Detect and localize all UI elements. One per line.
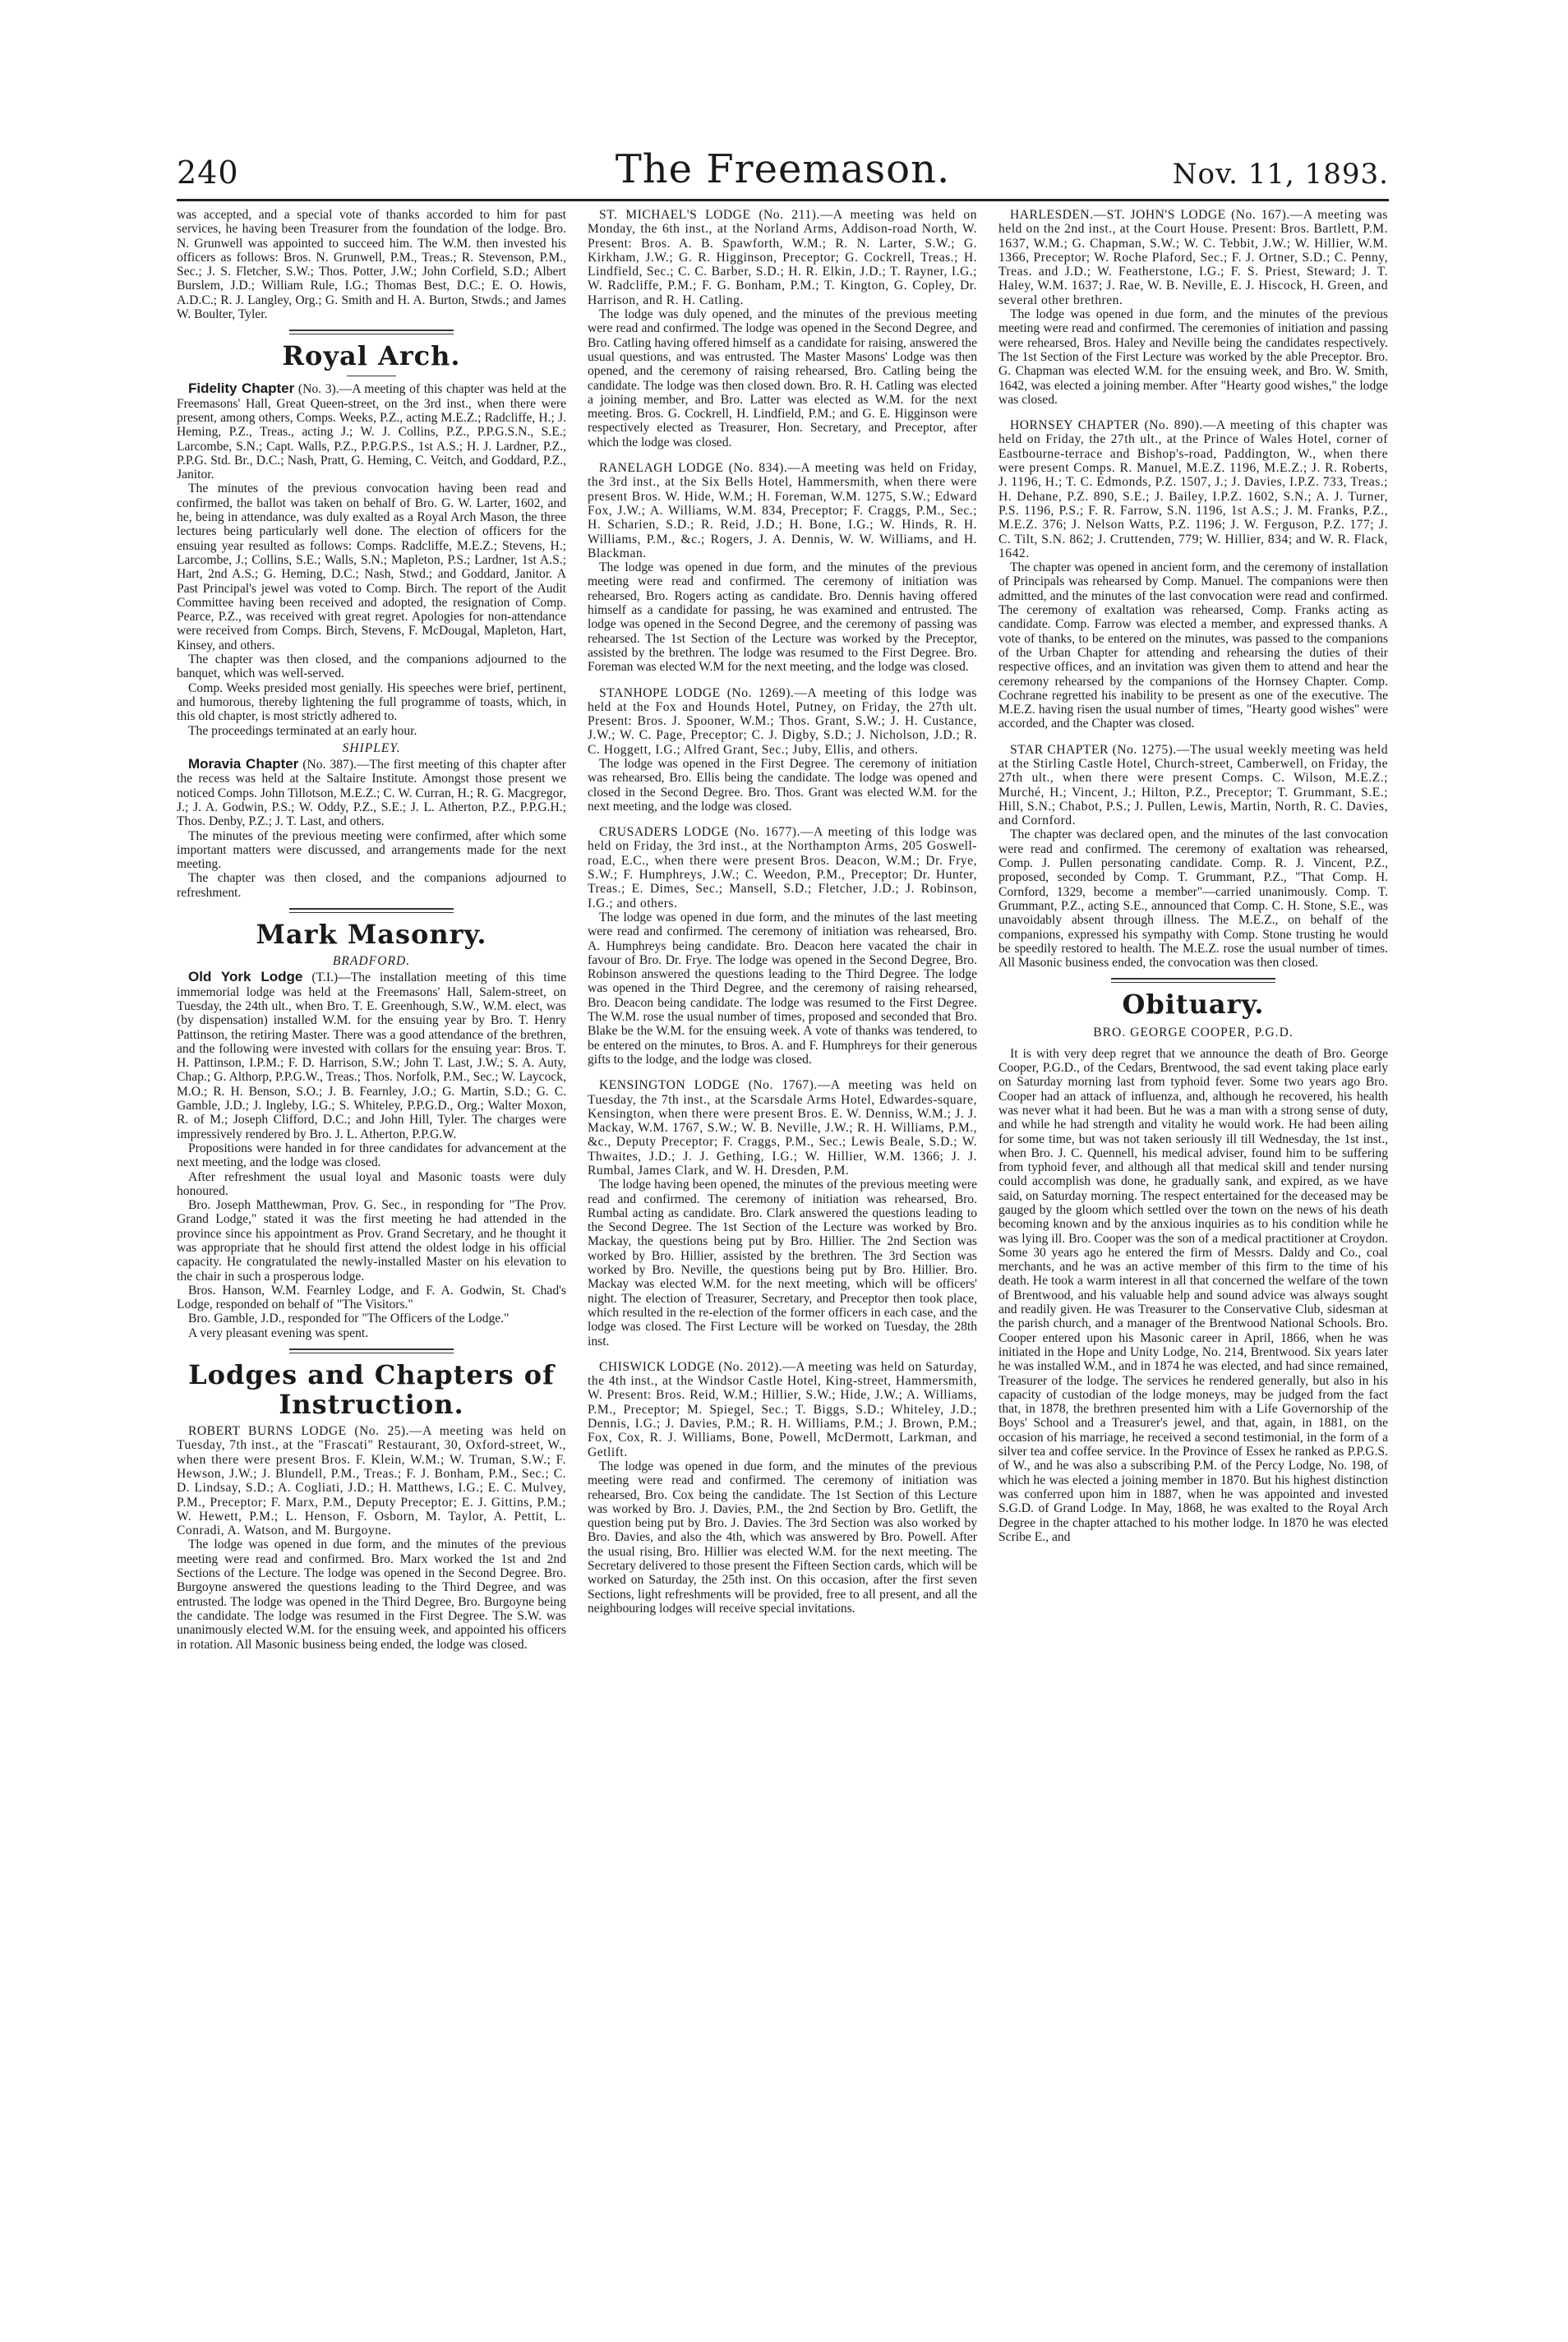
article-paragraph: The proceedings terminated at an early hour. bbox=[188, 723, 417, 738]
spacer bbox=[588, 1067, 977, 1078]
heading-rule bbox=[289, 908, 454, 913]
article-paragraph: The lodge was opened in due form, and the minutes of the last meeting were read and confirmed. The ceremony of initiation was rehearsed, Bro. A. Humphreys being candidate. Bro. Deacon here vacated the chair in favour of Bro. Dr. Frye. The lodge was opened in the Second Degree, Bro. Robinson answered the questions leading to the Third Degree. The lodge was opened in the Third Degree, and the ceremony of raising rehearsed, Bro. Deacon being candidate. The lodge was resumed to the First Degree. The W.M. rose the usual number of times, proposed and seconded that Bro. Blake be the W.M. for the ensuing week. A vote of thanks was tendered, to be entered on the minutes, to Bros. A. and F. Humphreys for their generous gifts to the lodge, and the lodge was closed. bbox=[588, 910, 977, 1067]
article-paragraph: CHISWICK LODGE (No. 2012).—A meeting was held on Saturday, the 4th inst., at the Windsor Castle Hotel, King-street, Hammersmith, W. Present: Bros. Reid, W.M.; Hillier, S.W.; Hide, J.W.; A. Williams, P.M., Preceptor; M. Spiegel, Sec.; T. Biggs, S.D.; Whiteley, J.D.; Dennis, I.G.; J. Davies, P.M.; R. H. Williams, P.M.; J. Brown, P.M.; Fox, Cox, R. J. Williams, Bone, Powell, McDermott, Larkman, and Getlift. bbox=[588, 1359, 977, 1459]
column-1 bbox=[177, 208, 566, 1652]
spacer bbox=[998, 731, 1388, 743]
article-paragraph: ROBERT BURNS LODGE (No. 25).—A meeting was held on Tuesday, 7th inst., at the "Frascati" Restaurant, 30, Oxford-street, W., when there were present Bros. F. Klein, W.M.; W. Truman, S.W.; F. Hewson, J.W.; J. Blundell, P.M., Treas.; F. J. Bonham, P.M., Sec.; C. D. Lindsay, S.D.; A. Cogliati, J.D.; H. Matthews, I.G.; E. C. Mulvey, P.M., Preceptor; F. Marx, P.M., Deputy Preceptor; E. J. Gittins, P.M.; W. Hewett, P.M.; L. Henson, F. Osborn, M. Taylor, A. Pettit, L. Conradi, A. Watson, and M. Burgoyne. bbox=[177, 1424, 566, 1538]
section-title: Royal Arch. bbox=[282, 340, 461, 372]
heading-rule bbox=[289, 330, 454, 334]
article-paragraph: The lodge was opened in due form, and the minutes of the previous meeting were read and confirmed. The ceremonies of initiation and passing were rehearsed, Bros. Haley and Neville being the candidates respectively. The 1st Section of the First Lecture was worked by the able Preceptor. Bro. G. Chapman was elected W.M. for the ensuing week, and Bro. W. Smith, 1642, was elected a joining member. After "Hearty good wishes," the lodge was closed. bbox=[998, 307, 1388, 407]
spacer bbox=[588, 814, 977, 825]
article-paragraph bbox=[177, 970, 566, 1141]
obituary-subject: BRO. GEORGE COOPER, P.G.D. bbox=[1093, 1026, 1294, 1040]
spacer bbox=[588, 449, 977, 461]
article-lead: Moravia Chapter bbox=[188, 756, 299, 772]
article-paragraph: The lodge was opened in the First Degree. The ceremony of initiation was rehearsed, Bro. Ellis being the candidate. The lodge was opened and closed in the Second Degree. Bro. Thos. Grant was elected W.M. for the next meeting, and the lodge was closed. bbox=[588, 756, 977, 814]
article-paragraph: The lodge was opened in due form, and the minutes of the previous meeting were read and confirmed. The ceremony of initiation was rehearsed, Bro. Rogers acting as candidate. Bro. Dennis having offered himself as a candidate for passing, he was examined and entrusted. The lodge was opened in the Second Degree, and the ceremony of passing was rehearsed. The 1st Section of the Lecture was worked by the Preceptor, assisted by the brethren. The lodge was resumed to the First Degree. Bro. Foreman was elected W.M for the next meeting, and the lodge was closed. bbox=[588, 560, 977, 675]
article-paragraph: STANHOPE LODGE (No. 1269).—A meeting of this lodge was held at the Fox and Hounds Hotel, Putney, on Friday, the 27th ult. Present: Bros. J. Spooner, W.M.; Thos. Grant, S.W.; J. H. Custance, J.W.; W. C. Page, Preceptor; C. J. Digby, S.D.; J. Nicholson, J.D.; R. C. Hoggett, I.G.; Alfred Grant, Sec.; Juby, Ellis, and others. bbox=[588, 685, 977, 757]
article-paragraph: HARLESDEN.—ST. JOHN'S LODGE (No. 167).—A meeting was held on the 2nd inst., at the Court House. Present: Bros. Bartlett, P.M. 1637, W.M.; G. Chapman, S.W.; W. C. Tebbit, J.W.; W. Hillier, W.M. 1366, Preceptor; W. Roche Plaford, Sec.; F. J. Ortner, S.D.; C. Penny, Treas. and J.D.; W. Featherstone, I.G.; F. S. Priest, Steward; J. T. Haley, W.M. 1637; J. Rae, W. B. Neville, E. J. Hiscock, H. Green, and several other brethren. bbox=[998, 208, 1388, 307]
article-paragraph: The lodge was duly opened, and the minutes of the previous meeting were read and confirmed. The lodge was opened in the Second Degree, and Bro. Catling having offered himself as a candidate for raising, answered the usual questions, and was entrusted. The Master Masons' Lodge was then opened, and the ceremony of raising rehearsed, Bro. Catling being the candidate. The lodge was then closed down. Bro. R. H. Catling was elected a joining member, and Bro. Latter was elected as W.M. for the next meeting. Bros. G. Cockrell, H. Lindfield, P.M.; and G. E. Higginson were respectively elected as Treasurer, Hon. Secretary, and Preceptor, after which the lodge was closed. bbox=[588, 307, 977, 449]
location-heading: SHIPLEY. bbox=[342, 740, 401, 755]
article-paragraph: It is with very deep regret that we announce the death of Bro. George Cooper, P.G.D., of the Cedars, Brentwood, the sad event taking place early on Saturday morning last from typhoid fever. Some two years ago Bro. Cooper had an attack of influenza, and, although he recovered, his health was never what it had been. But he was a man with a strong sense of duty, and while he had strength and vitality he would work. He had been ailing for some time, but was not taken seriously ill till Wednesday, the 1st inst., when Bro. J. C. Quennell, his medical adviser, found him to be suffering from typhoid fever, and although all that medical skill and tender nursing could accomplish was done, he gradually sank, and expired, as we have said, on Saturday morning. The respect entertained for the deceased may be gauged by the gloom which settled over the town on the news of his death becoming known and by the anxious inquiries as to his condition while he was lying ill. Bro. Cooper was the son of a medical practitioner at Croydon. Some 30 years ago he entered the firm of Messrs. Daldy and Co., coal merchants, and he was an active member of this firm to the time of his death. He took a warm interest in all that concerned the welfare of the town of Brentwood, and his valuable help and sound advice was always sought and readily given. He was Treasurer to the Conservative Club, sidesman at the parish church, and a manager of the Brentwood National Schools. Bro. Cooper entered upon his Masonic career in April, 1866, when he was initiated in the Hope and Unity Lodge, No. 214, Brentwood. Six years later he was installed W.M., and in 1874 he was elected, and had since remained, Treasurer of the lodge. The services he rendered generally, but also in his capacity of custodian of the lodge moneys, may be judged from the fact that, in 1878, the brethren presented him with a Life Governorship of the Boys' School and a Treasurer's jewel, and that, again, in 1881, on the occasion of his marriage, he received a second testimonial, in the form of a silver tea and coffee service. In the Province of Essex he ranked as P.P.G.S. of W., and he was also a subscribing P.M. of the Percy Lodge, No. 198, of which he was elected a joining member in 1870. But his highest distinction was conferred upon him in 1887, when he was appointed and invested S.G.D. of Grand Lodge. In May, 1868, he was exalted to the Royal Arch Degree in the chapter attached to his mother lodge. In 1870 he was elected Scribe E., and bbox=[998, 1046, 1388, 1544]
section-title: Lodges and Chapters of bbox=[188, 1359, 555, 1391]
article-paragraph: ST. MICHAEL'S LODGE (No. 211).—A meeting was held on Monday, the 6th inst., at the Norland Arms, Addison-road North, W. Present: Bros. A. B. Spawforth, W.M.; R. N. Larter, S.W.; G. Kirkham, J.W.; G. R. Higginson, Preceptor; G. Cockrell, Treas.; H. Lindfield, Sec.; C. C. Barber, S.D.; H. R. Elkin, J.D.; T. Rayner, I.G.; W. Radcliffe, P.M.; F. G. Bonham, P.M.; T. Kington, G. Copley, Dr. Harrison, and R. H. Catling. bbox=[588, 208, 977, 307]
article-paragraph: HORNSEY CHAPTER (No. 890).—A meeting of this chapter was held on Friday, the 27th ult., at the Prince of Wales Hotel, corner of Eastbourne-terrace and Bishop's-road, Paddington, W., when there were present Comps. R. Manuel, M.E.Z. 1196, M.E.Z.; J. R. Roberts, J. 1196, H.; T. C. Edmonds, P.Z. 1507, J.; J. Davies, I.P.Z. 733, Treas.; H. Dehane, P.Z. 890, S.E.; J. Bailey, I.P.Z. 1602, S.N.; A. J. Turner, P.S. 1196, P.S.; F. R. Farrow, S.N. 1196, 1st A.S.; J. M. Franks, P.Z., M.E.Z. 376; J. Nelson Watts, P.Z. 1196; J. W. Ferguson, P.Z. 177; J. C. Tilt, S.N. 862; J. Cruttenden, 779; W. Hillier, 834; and W. R. Flack, 1642. bbox=[998, 418, 1388, 560]
heading-rule bbox=[1111, 978, 1275, 983]
columns bbox=[177, 208, 1389, 1652]
issue-date: Nov. 11, 1893. bbox=[1172, 158, 1389, 191]
column-3 bbox=[998, 208, 1388, 1652]
article-text: (T.I.)—The installation meeting of this time immemorial lodge was held at the Freemasons' Hall, Salem-street, on Tuesday, the 24th ult., when Bro. T. E. Greenhough, S.W., W.M. elect, was (by dispensation) installed W.M. for the ensuing year by Bro. T. Henry Pattinson, the retiring Master. There was a good attendance of the brethren, and the following were invested with collars for the ensuing year: Bros. T. H. Pattinson, I.P.M.; F. D. Harrison, S.W.; John T. Last, J.W.; S. A. Auty, Chap.; G. Althorp, P.P.G.W., Treas.; Thos. Norfolk, P.M., Sec.; W. Laycock, M.O.; R. H. Benson, S.O.; J. B. Fearnley, J.O.; G. Martin, S.D.; G. C. Gamble, J.D.; J. Ingleby, I.G.; S. Whiteley, P.P.G.D., Org.; Walter Moxon, R. of M.; Joseph Clifford, D.C.; and John Hill, Tyler. The charges were impressively rendered by Bro. J. L. Atherton, P.P.G.W. bbox=[177, 970, 566, 1141]
spacer bbox=[588, 675, 977, 686]
article-continuation: was accepted, and a special vote of thanks accorded to him for past services, he having been Treasurer from the foundation of the lodge. Bro. N. Grunwell was appointed to succeed him. The W.M. then invested his officers as follows: Bros. N. Grunwell, P.M., Treas.; R. Stevenson, P.M., Sec.; J. S. Fletcher, S.W.; Thos. Potter, J.W.; John Corfield, S.D.; Albert Burslem, J.D.; William Rule, I.G.; Thomas Best, D.C.; E. O. Howis, A.D.C.; R. J. Langley, Org.; G. Smith and H. A. Burton, Stwds.; and James W. Boulter, Tyler. bbox=[177, 208, 566, 322]
article-paragraph: The lodge was opened in due form, and the minutes of the previous meeting were read and confirmed. Bro. Marx worked the 1st and 2nd Sections of the Lecture. The lodge was opened in the Second Degree. Bro. Burgoyne answered the questions leading to the Third Degree, and was entrusted. The lodge was opened in the Third Degree, Bro. Burgoyne being the candidate. The lodge was resumed in the First Degree. The S.W. was unanimously elected W.M. for the ensuing week, and appointed his officers in rotation. All Masonic business being ended, the lodge was closed. bbox=[177, 1538, 566, 1652]
article-paragraph: The chapter was then closed, and the companions adjourned to the banquet, which was well-served. bbox=[177, 652, 566, 681]
article-paragraph: The lodge having been opened, the minutes of the previous meeting were read and confirmed. The ceremony of initiation was rehearsed, Bro. Rumbal acting as candidate. Bro. Clark answered the questions leading to the Second Degree. The 1st Section of the Lecture was worked by Bro. Mackay, the questions being put by Bro. Hillier. The 2nd Section was worked by Bro. Hillier, assisted by the brethren. The 3rd Section was worked by Bro. Neville, the questions being put by Bro. Hillier. Bro. Mackay was elected W.M. for the next meeting, which will be officers' night. The election of Treasurer, Secretary, and Preceptor then took place, which resulted in the re-election of the former officers in each case, and the lodge was closed. The First Lecture will be worked on Tuesday, the 28th inst. bbox=[588, 1178, 977, 1348]
spacer bbox=[588, 1348, 977, 1360]
section-heading-lodges-of-instruction bbox=[177, 1348, 566, 1419]
article-lead: Fidelity Chapter bbox=[188, 380, 295, 397]
article-text: (No. 387).—The first meeting of this chapter after the recess was held at the Saltaire Institute. Amongst those present we noticed Comps. John Tillotson, M.E.Z.; C. W. Curran, H.; R. G. Macgregor, J.; J. A. Godwin, P.S.; W. Oddy, P.Z., S.E.; J. L. Atherton, P.Z., P.P.G.H.; Thos. Denby, P.Z.; J. T. Last, and others. bbox=[177, 758, 566, 829]
article-paragraph: Bros. Hanson, W.M. Fearnley Lodge, and F. A. Godwin, St. Chad's Lodge, responded on behalf of "The Visitors." bbox=[177, 1283, 566, 1312]
article-paragraph: The chapter was then closed, and the companions adjourned to refreshment. bbox=[177, 871, 566, 900]
article-paragraph: The minutes of the previous convocation having been read and confirmed, the ballot was taken on behalf of Bro. G. W. Larter, 1602, and he, being in attendance, was duly exalted as a Royal Arch Mason, the three lectures being particularly well done. The election of officers for the ensuing year resulted as follows: Comps. Radcliffe, M.E.Z.; Stevens, H.; Larcombe, J.; Collins, S.E.; Walls, S.N.; Mapleton, P.S.; Lardner, 1st A.S.; Hart, 2nd A.S.; G. Heming, D.C.; Nash, Stwd.; and Goddard, Janitor. A Past Principal's jewel was voted to Comp. Birch. The report of the Audit Committee having been received and adopted, the resignation of Comp. Pearce, P.Z., was received with great regret. Apologies for non-attendance were received from Comps. Birch, Stevens, F. McDougal, Mapleton, Hart, Kinsey, and others. bbox=[177, 482, 566, 652]
article-paragraph: Propositions were handed in for three candidates for advancement at the next meeting, and the lodge was closed. bbox=[177, 1141, 566, 1170]
article-paragraph: STAR CHAPTER (No. 1275).—The usual weekly meeting was held at the Stirling Castle Hotel, Church-street, Camberwell, on Friday, the 27th ult., when there were present Comps. C. Wilson, M.E.Z.; Murché, H.; Vincent, J.; Hilton, P.Z., Preceptor; T. Grummant, S.E.; Hill, S.N.; Chabot, P.S.; J. Pullen, Lewis, Martin, North, R. C. Davies, and Cornford. bbox=[998, 742, 1388, 828]
article-paragraph bbox=[177, 757, 566, 828]
masthead-rule bbox=[177, 199, 1389, 201]
article-paragraph bbox=[177, 381, 566, 482]
article-paragraph: The chapter was opened in ancient form, and the ceremony of installation of Principals was rehearsed by Comp. Manuel. The companions were then admitted, and the minutes of the last convocation were read and confirmed. The ceremony of exaltation was rehearsed, Comp. Franks acting as candidate. Comp. Farrow was elected a member, and expressed thanks. A vote of thanks, to be entered on the minutes, was passed to the companions of the Urban Chapter for attending and rehearsing the duties of their respective offices, and an invitation was given them to attend and hear the ceremony rehearsed by the companions of the Hornsey Chapter. Comp. Cochrane regretted his inability to be present as one of the executive. The M.E.Z. having risen the usual number of times, "Hearty good wishes" were accorded, and the Chapter was closed. bbox=[998, 560, 1388, 731]
article-paragraph: RANELAGH LODGE (No. 834).—A meeting was held on Friday, the 3rd inst., at the Six Bells Hotel, Hammersmith, when there were present Bros. W. Hide, W.M.; H. Foreman, W.M. 1275, S.W.; Edward Fox, J.W.; A. Williams, W.M. 834, Preceptor; F. Craggs, P.M., Sec.; H. Scharien, S.D.; R. Reid, J.D.; H. Bone, I.G.; W. Hinds, R. H. Williams, P.M., &c.; Rogers, J. A. Dennis, W. W. Williams, and H. Blackman. bbox=[588, 461, 977, 560]
article-paragraph: A very pleasant evening was spent. bbox=[188, 1325, 369, 1340]
article-paragraph: CRUSADERS LODGE (No. 1677).—A meeting of this lodge was held on Friday, the 3rd inst., at the Northampton Arms, 205 Goswell-road, E.C., when there were present Bros. Deacon, W.M.; Dr. Frye, S.W.; F. Humphreys, J.W.; C. Weedon, P.M., Preceptor; Dr. Hunter, Treas.; E. Dimes, Sec.; Mansell, S.D.; Fletcher, J.D.; J. Robinson, I.G.; and others. bbox=[588, 825, 977, 911]
article-paragraph: The minutes of the previous meeting were confirmed, after which some important matters were discussed, and arrangements made for the next meeting. bbox=[177, 828, 566, 872]
heading-rule bbox=[289, 1348, 454, 1353]
newspaper-page bbox=[177, 122, 1389, 1652]
section-heading-mark-masonry bbox=[177, 908, 566, 949]
section-title-line-2: Instruction. bbox=[279, 1389, 464, 1421]
article-paragraph: The chapter was declared open, and the minutes of the last convocation were read and confirmed. The ceremony of exaltation was rehearsed, Comp. J. Pullen personating candidate. Comp. R. J. Vincent, P.Z., proposed, seconded by Comp. T. Grummant, P.Z., "That Comp. H. Cornford, 1329, become a member"—carried unanimously. Comp. T. Grummant, P.Z., acting S.E., announced that Comp. C. H. Stone, S.E., was unavoidably absent through illness. The M.E.Z., on behalf of the companions, expressed his sympathy with Comp. Stone trusting he would be speedily restored to health. The M.E.Z. rose the usual number of times. All Masonic business ended, the convocation was then closed. bbox=[998, 828, 1388, 970]
article-lead: Old York Lodge bbox=[188, 969, 303, 985]
article-paragraph: After refreshment the usual loyal and Masonic toasts were duly honoured. bbox=[177, 1169, 566, 1198]
article-paragraph: KENSINGTON LODGE (No. 1767).—A meeting was held on Tuesday, the 7th inst., at the Scarsdale Arms Hotel, Edwardes-square, Kensington, when there were present Bros. E. W. Denniss, W.M.; J. J. Mackay, W.M. 1767, S.W.; W. B. Neville, J.W.; R. H. Williams, P.M., &c., Deputy Preceptor; F. Craggs, P.M., Sec.; Lewis Beale, S.D.; W. Thwaites, J.D.; J. J. Gething, I.G.; W. Hillier, W.M. 1366; J. J. Rumbal, James Clark, and W. H. Dresden, P.M. bbox=[588, 1078, 977, 1178]
masthead bbox=[177, 122, 1389, 197]
section-title: Obituary. bbox=[1122, 989, 1265, 1021]
article-text: (No. 3).—A meeting of this chapter was held at the Freemasons' Hall, Great Queen-street, on the 3rd inst., when there were present, among others, Comps. Weeks, P.Z., acting M.E.Z.; Radcliffe, H.; J. Heming, P.Z., Treas., acting J.; W. J. Collins, P.Z., P.P.G.S.N., S.E.; Larcombe, S.N.; Capt. Walls, P.Z., P.P.G.P.S., 1st A.S.; H. J. Lardner, P.Z., P.P.G. Std. Br., D.C.; Nash, Pratt, G. Heming, C. Veitch, and Goddard, P.Z., Janitor. bbox=[177, 382, 566, 482]
column-2 bbox=[588, 208, 977, 1652]
section-heading-obituary bbox=[998, 978, 1388, 1019]
article-paragraph: The lodge was opened in due form, and the minutes of the previous meeting were read and confirmed. The ceremony of initiation was rehearsed, Bro. Cox being the candidate. The 1st Section of this Lecture was worked by Bro. J. Davies, P.M., the 2nd Section by Bro. Getlift, the question being put by Bro. J. Davies. The 3rd Section was also worked by Bro. Davies, and also the 4th, which was answered by Bro. Powell. After the usual rising, Bro. Hillier was elected W.M. for the next meeting. The Secretary delivered to those present the Fifteen Section cards, which will be worked on Saturday, the 25th inst. On this occasion, after the first seven Sections, light refreshments will be provided, free to all present, and all the neighbouring lodges will receive special invitations. bbox=[588, 1459, 977, 1616]
newspaper-title: The Freemason. bbox=[615, 146, 951, 192]
location-heading: BRADFORD. bbox=[332, 954, 411, 969]
page-number: 240 bbox=[177, 154, 239, 191]
spacer bbox=[998, 407, 1388, 418]
article-paragraph: Bro. Gamble, J.D., responded for "The Officers of the Lodge." bbox=[188, 1312, 510, 1326]
section-heading-royal-arch bbox=[177, 330, 566, 376]
article-paragraph: Bro. Joseph Matthewman, Prov. G. Sec., in responding for "The Prov. Grand Lodge," stated it was the first meeting he had attended in the province since his appointment as Prov. Grand Secretary, and he thought it was appropriate that he should first attend the oldest lodge in his official capacity. He congratulated the newly-installed Master on his elevation to the chair in such a prosperous lodge. bbox=[177, 1198, 566, 1284]
article-paragraph: Comp. Weeks presided most genially. His speeches were brief, pertinent, and humorous, thereby lightening the full programme of toasts, which, in this old chapter, is most strictly adhered to. bbox=[177, 680, 566, 724]
section-title: Mark Masonry. bbox=[256, 919, 487, 951]
